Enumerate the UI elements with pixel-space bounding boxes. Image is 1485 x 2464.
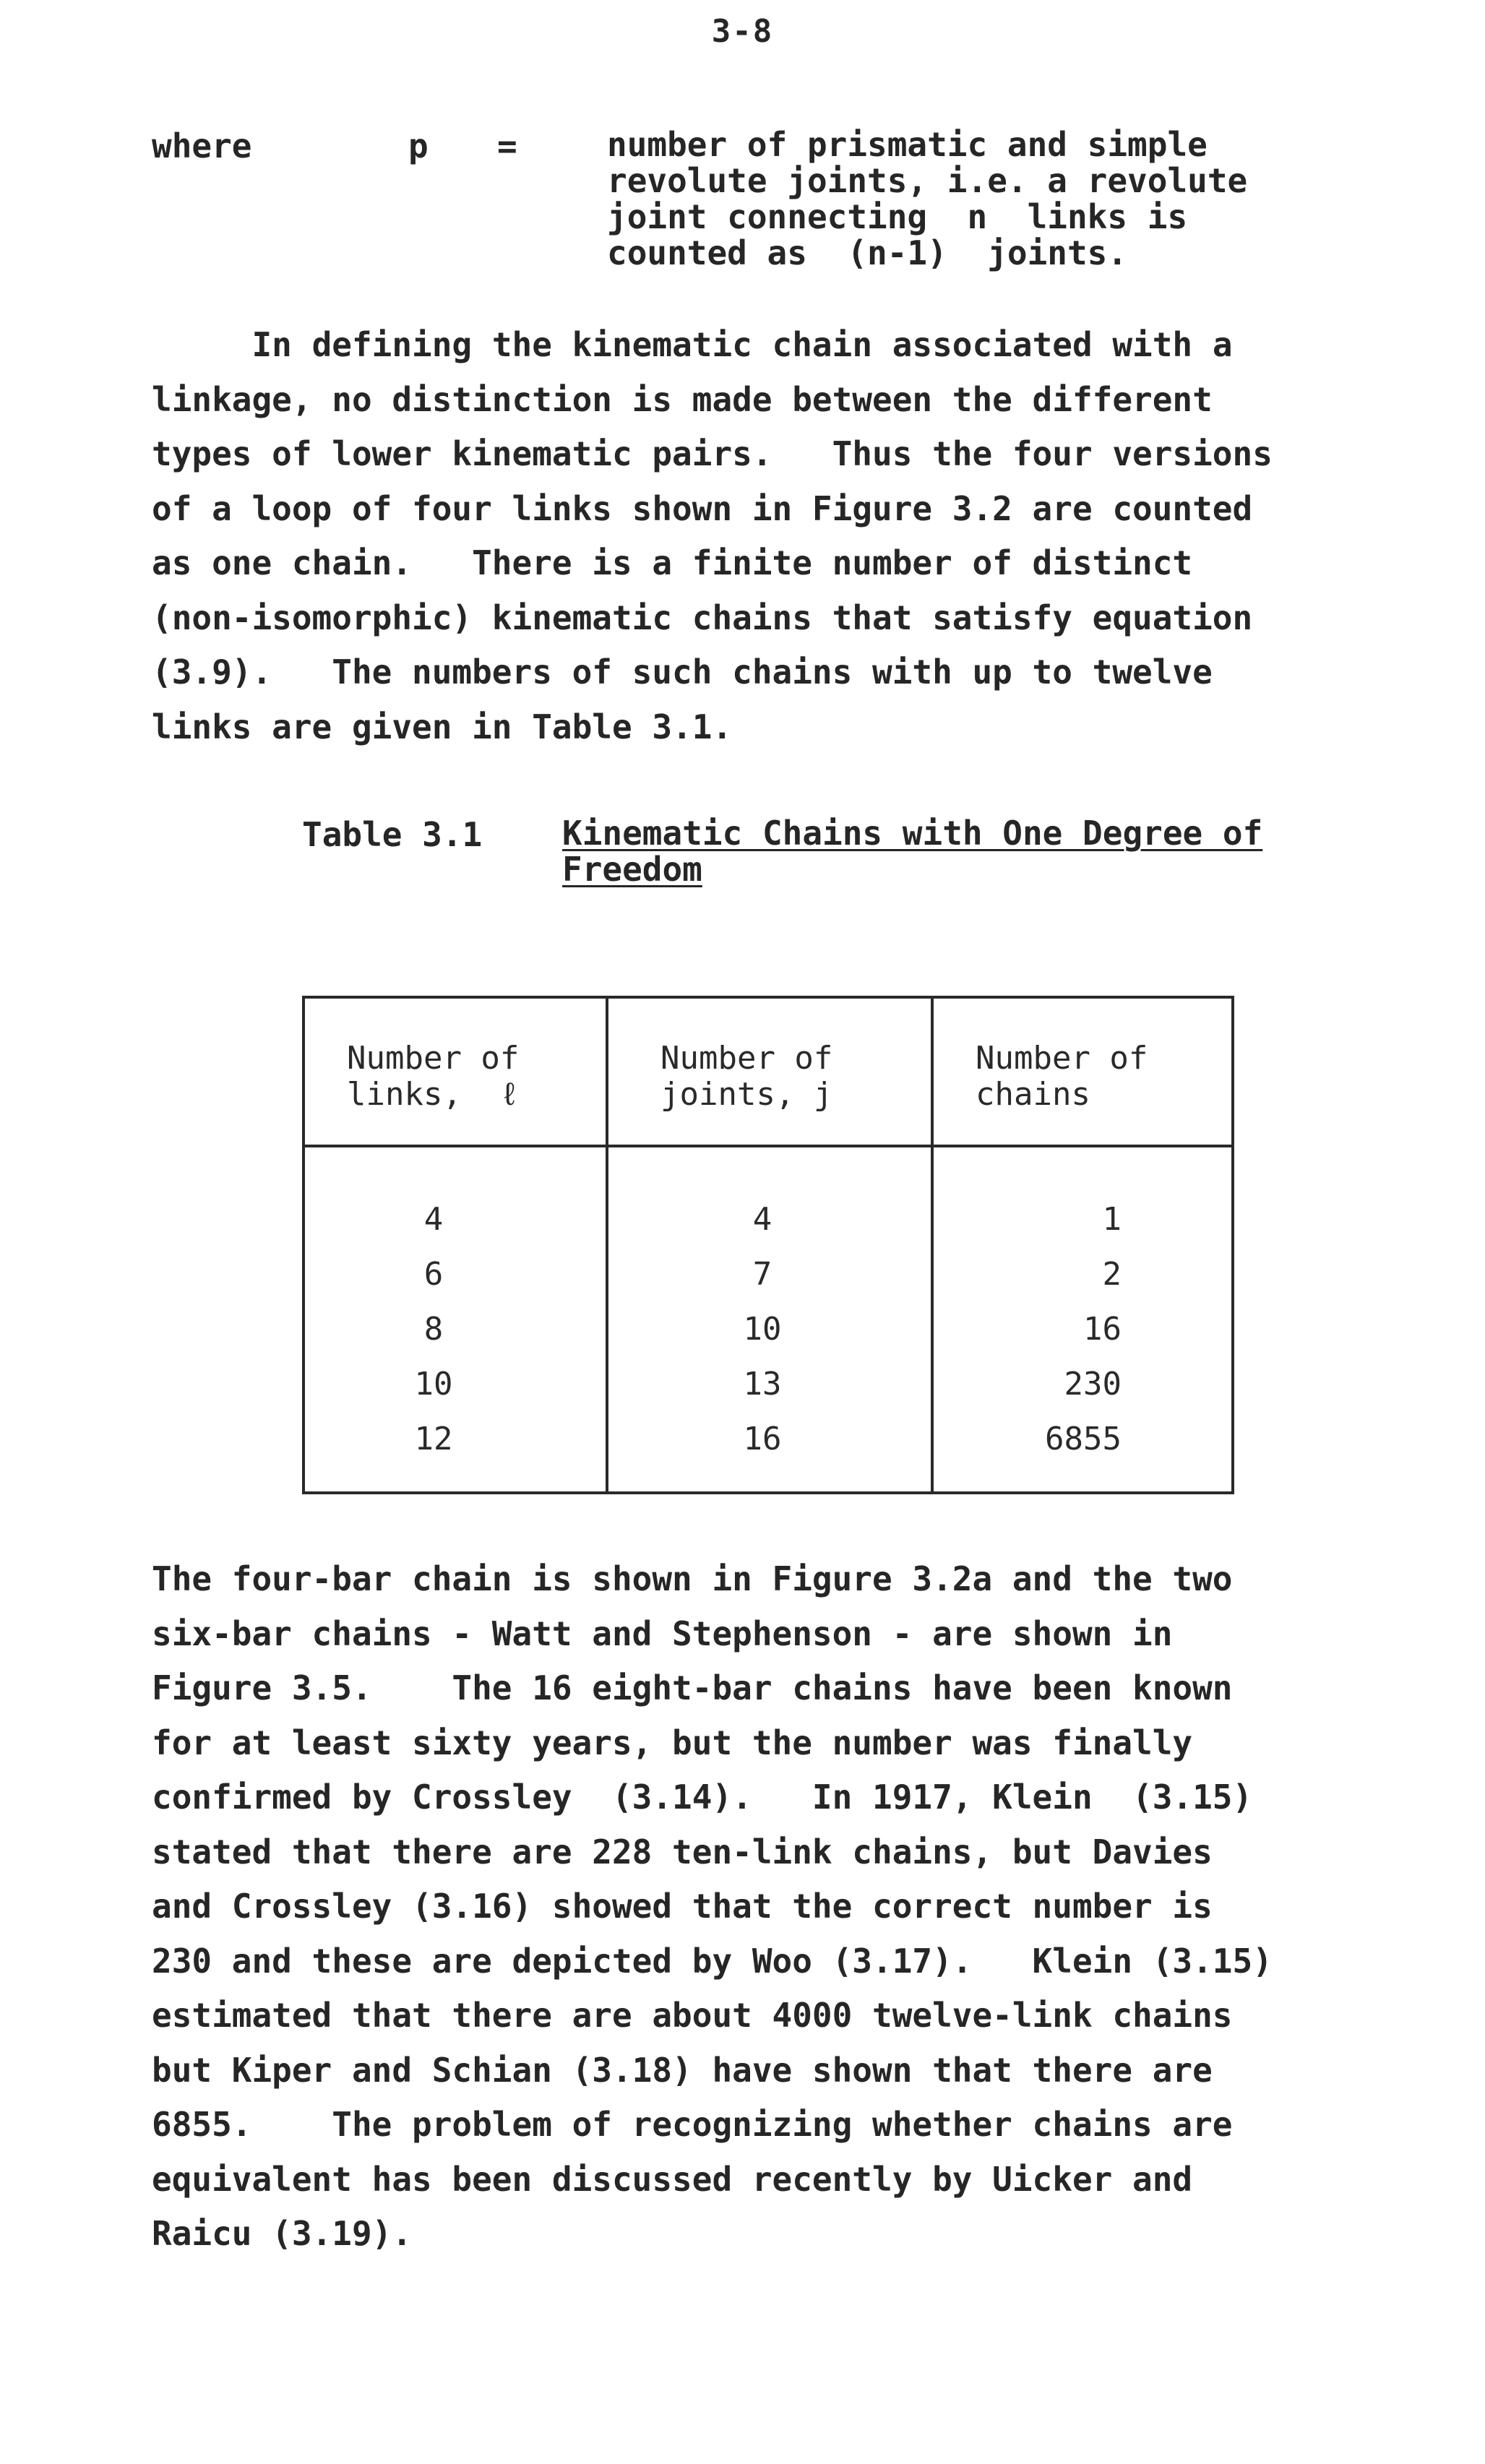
table-cell-chains: 1 xyxy=(1102,1201,1122,1238)
table-cell-links: 12 xyxy=(414,1421,453,1457)
paragraph-kinematic-chain: In defining the kinematic chain associated with a linkage, no distinction is made between the different types of lower kinematic pairs. Thus the four versions of a loop of four links shown in Figure 3.2 are counted as one chain. There is a finite number of distinct (non-isomorphic) kinematic chains that satisfy equation (3.9). The numbers of such chains with up to twelve links are given in Table 3.1. xyxy=(152,325,1273,746)
table-cell-chains: 2 xyxy=(1102,1256,1122,1293)
table-cell-joints: 10 xyxy=(743,1311,782,1348)
table-cell-links: 8 xyxy=(423,1311,444,1348)
paragraph-chain-history: The four-bar chain is shown in Figure 3.2a and the two six-bar chains - Watt and Stephenson - are shown in Figure 3.5. The 16 eight-bar chains have been known for at least sixty years, but the number was finally confirmed by Crossley (3.14). In 1917, Klein (3.15) stated that there are 228 ten-link chains, but Davies and Crossley (3.16) showed that the correct number is 230 and these are depicted by Woo (3.17). Klein (3.15) estimated that there are about 4000 twelve-link chains but Kiper and Schian (3.18) have shown that there are 6855. The problem of recognizing whether chains are equivalent has been discussed recently by Uicker and Raicu (3.19). xyxy=(152,1559,1273,2253)
table-cell-links: 4 xyxy=(423,1201,444,1238)
table-cell-joints: 16 xyxy=(743,1421,782,1457)
table-header-joints: Number of joints, j xyxy=(660,1040,833,1113)
table-cell-links: 10 xyxy=(414,1366,453,1403)
table-column-links xyxy=(305,1192,606,1467)
table-cell-links: 6 xyxy=(423,1256,444,1293)
table-header-chains: Number of chains xyxy=(976,1040,1148,1113)
definition-text: number of prismatic and simple revolute joints, i.e. a revolute joint connecting n links is counted as (n-1) joints. xyxy=(607,125,1248,272)
definition-symbol: p xyxy=(408,126,429,165)
table-cell-joints: 13 xyxy=(743,1366,782,1403)
table-header-divider xyxy=(305,1145,1231,1147)
table-column-joints xyxy=(608,1192,931,1467)
definition-where-label: where xyxy=(152,126,252,165)
table-cell-joints: 4 xyxy=(752,1201,772,1238)
definition-equals-sign: = xyxy=(497,126,517,165)
table-cell-chains: 16 xyxy=(1083,1311,1122,1348)
table-cell-chains: 6855 xyxy=(1045,1421,1122,1457)
table-cell-chains: 230 xyxy=(1064,1366,1122,1403)
page-number: 3-8 xyxy=(711,13,774,50)
kinematic-chains-table xyxy=(302,996,1234,1494)
table-header-links: Number of links, ℓ xyxy=(347,1040,520,1113)
table-column-chains xyxy=(934,1192,1122,1467)
table-caption-title: Kinematic Chains with One Degree of Freedom xyxy=(562,814,1263,889)
table-caption-label: Table 3.1 xyxy=(302,815,483,854)
table-cell-joints: 7 xyxy=(752,1256,772,1293)
